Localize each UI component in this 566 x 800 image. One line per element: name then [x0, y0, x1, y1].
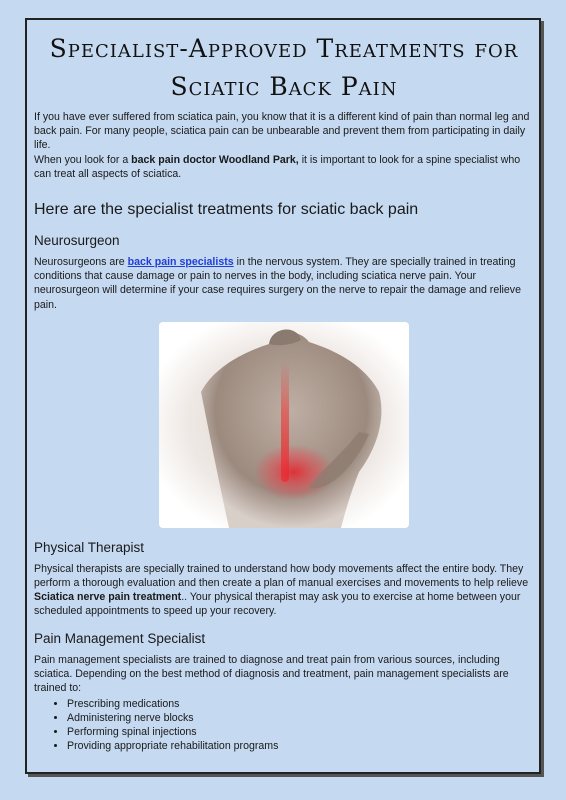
intro-keyword: back pain doctor Woodland Park, [131, 153, 299, 166]
pain-management-paragraph: Pain management specialists are trained to diagnose and treat pain from various sources, including sciatica. Depending on the best method of diagnosis and treatment, pain management specialists are trained to: [34, 653, 509, 695]
intro-text-end: it is important to look for a spine specialist who can treat all aspects of sciatica. [34, 153, 521, 180]
list-item: • Administering nerve blocks [67, 711, 534, 725]
neurosurgeon-paragraph [34, 255, 534, 312]
neurosurgeon-heading: Neurosurgeon [34, 233, 120, 249]
pain-management-heading: Pain Management Specialist [34, 630, 206, 646]
back-pain-specialists-link[interactable]: back pain specialists [127, 256, 234, 269]
neuro-text-end: in the nervous system. They are specially trained in treating conditions that cause damage or pain to nerves in the body, including sciatica nerve pain. Your neurosurgeon will determine if your case requires surgery on the nerve to repair the damage and relieve pain. [34, 256, 521, 311]
physical-therapist-heading: Physical Therapist [34, 539, 145, 555]
treatment-list [34, 697, 534, 753]
intro-paragraph-2 [34, 153, 534, 181]
neuro-text: Neurosurgeons are [34, 256, 128, 269]
title-line-2: Sciatic Back Pain [170, 72, 398, 101]
title-line-1: Specialist-Approved Treatments for [49, 34, 519, 63]
intro-paragraph-1: If you have ever suffered from sciatica pain, you know that it is a different kind of pain than normal leg and back pain. For many people, sciatica pain can be unbearable and prevent them from participating in daily life. [34, 111, 530, 152]
physical-keyword: Sciatica nerve pain treatment [34, 591, 182, 604]
list-item: • Providing appropriate rehabilitation programs [67, 739, 534, 753]
physical-text: Physical therapists are specially trained to understand how body movements affect the entire body. They perform a thorough evaluation and then create a plan of manual exercises and movements to help relieve [34, 562, 529, 590]
intro-text: When you look for a [34, 153, 132, 166]
physical-therapist-paragraph [34, 562, 534, 619]
list-item: • Performing spinal injections [67, 725, 534, 739]
physical-text-end: .. Your physical therapist may ask you to exercise at home between your scheduled appointments to speed up your recovery. [34, 591, 521, 618]
section-heading: Here are the specialist treatments for sciatic back pain [34, 201, 419, 219]
back-pain-image [159, 322, 409, 528]
list-item: • Prescribing medications [67, 697, 534, 711]
back-illustration [159, 322, 409, 528]
page-title [34, 30, 534, 106]
document-body [34, 30, 534, 753]
